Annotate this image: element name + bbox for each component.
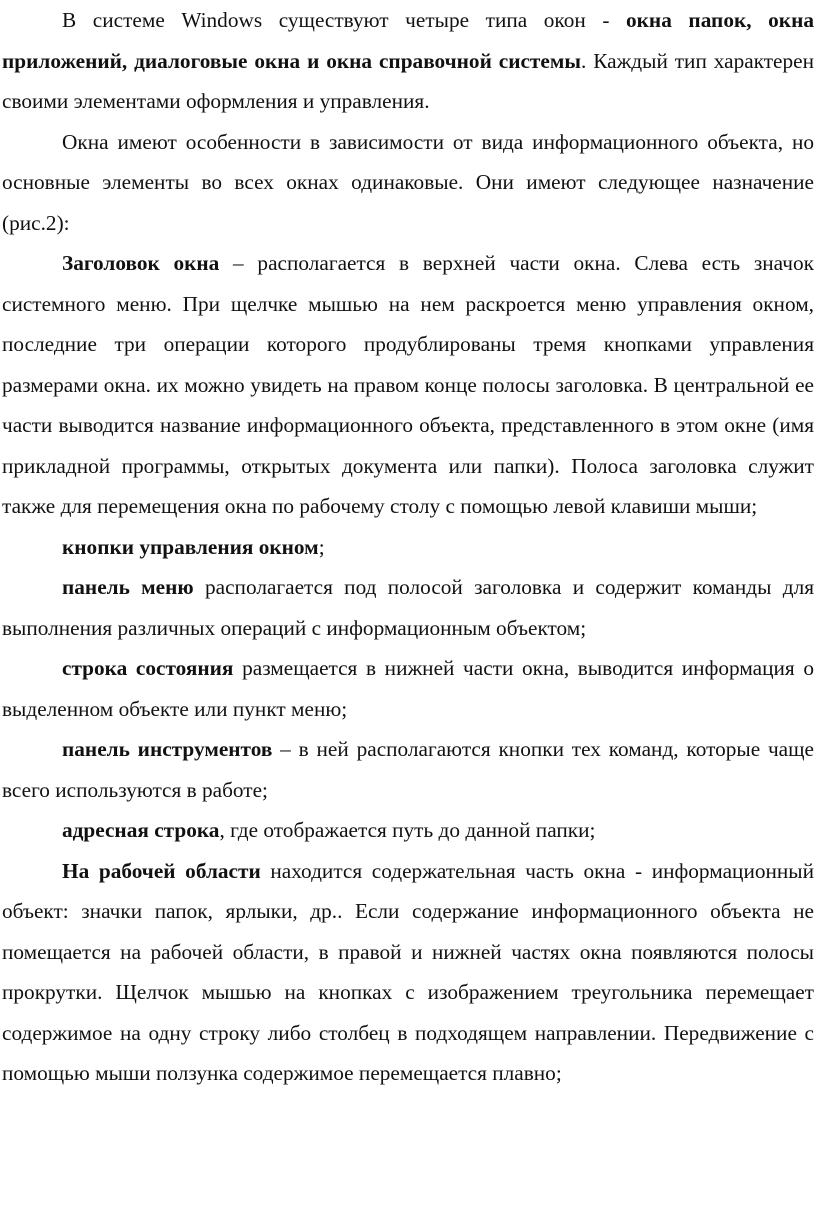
bold-term: Заголовок окна bbox=[62, 251, 220, 275]
paragraph-status-bar bbox=[2, 648, 814, 729]
text-segment: размещается в нижней части окна, выводится информация о выделенном объекте или пункт меню; bbox=[2, 656, 815, 721]
bold-term: окна папок, окна приложений, диалоговые окна и окна справочной системы bbox=[2, 8, 814, 73]
text-segment: располагается под полосой заголовка и содержит команды для выполнения различных операций с информационным объектом; bbox=[2, 575, 814, 640]
bold-term: строка состояния bbox=[62, 656, 234, 680]
bold-term: панель инструментов bbox=[62, 737, 273, 761]
text-segment: , где отображается путь до данной папки; bbox=[219, 818, 596, 842]
paragraph-window-features bbox=[2, 122, 814, 244]
paragraph-address-bar bbox=[2, 810, 814, 851]
text-segment: – в ней располагаются кнопки тех команд, которые чаще всего используются в работе; bbox=[2, 737, 814, 802]
paragraph-window-title bbox=[2, 243, 814, 527]
text-segment: ; bbox=[318, 534, 325, 559]
paragraph-toolbar bbox=[2, 729, 814, 810]
paragraph-menu-bar bbox=[2, 567, 814, 648]
paragraph-window-types bbox=[2, 0, 814, 122]
text-segment: находится содержательная часть окна - информационный объект: значки папок, ярлыки, др.. Если содержание информационного объекта не помещается на рабочей области, в правой и нижней частях окна появляются полосы прокрутки. Щелчок мышью на кнопках с изображением треугольника перемещает содержимое на одну строку либо столбец в подходящем направлении. Передвижение с помощью мыши ползунка содержимое перемещается плавно; bbox=[2, 858, 814, 1085]
text-segment: Окна имеют особенности в зависимости от вида информационного объекта, но основные элементы во всех окнах одинаковые. Они имеют следующее назначение (рис.2): bbox=[2, 129, 814, 235]
paragraph-work-area bbox=[2, 851, 814, 1094]
bold-term: кнопки управления окном bbox=[62, 534, 319, 559]
text-segment: – располагается в верхней части окна. Слева есть значок системного меню. При щелчке мышью на нем раскроется меню управления окном, последние три операции которого продублированы тремя кнопками управления размерами окна. их можно увидеть на правом конце полосы заголовка. В центральной ее части выводится название информационного объекта, представленного в этом окне (имя прикладной программы, открытых документа или папки). Полоса заголовка служит также для перемещения окна по рабочему столу с помощью левой клавиши мыши; bbox=[2, 251, 814, 518]
bold-term: панель меню bbox=[62, 575, 194, 599]
bold-term: На рабочей области bbox=[62, 858, 261, 883]
bold-term: адресная строка bbox=[62, 818, 220, 842]
text-segment: . Каждый тип характерен своими элементами оформления и управления. bbox=[2, 48, 814, 113]
text-segment: В системе Windows существуют четыре типа окон - bbox=[62, 8, 626, 32]
paragraph-window-control-buttons bbox=[2, 527, 814, 568]
